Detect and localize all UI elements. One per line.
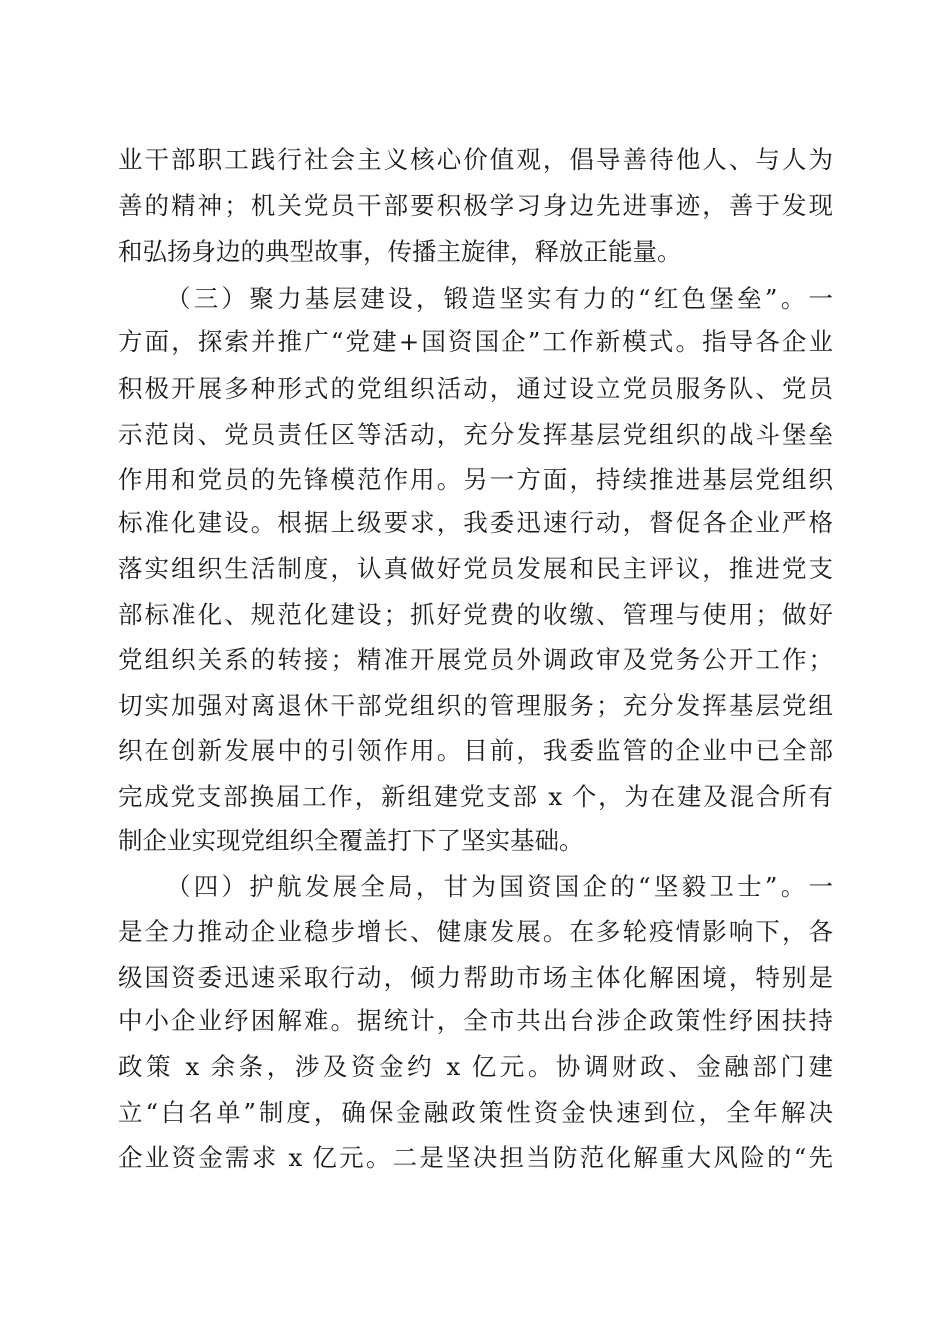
body-text-line: 级国资委迅速采取行动，倾力帮助市场主体化解困境，特别是 xyxy=(118,963,833,992)
body-text-line: 中小企业纾困解难。据统计，全市共出台涉企政策性纾困扶持 xyxy=(118,1006,833,1035)
body-text-line: 善的精神；机关党员干部要积极学习身边先进事迹，善于发现 xyxy=(118,191,833,220)
body-text-line: 党组织关系的转接；精准开展党员外调政审及党务公开工作； xyxy=(118,645,833,674)
body-text-line: 政策 x 余条，涉及资金约 x 亿元。协调财政、金融部门建 xyxy=(118,1052,833,1081)
body-text-line: 切实加强对离退休干部党组织的管理服务；充分发挥基层党组 xyxy=(118,691,833,720)
body-text-line: 是全力推动企业稳步增长、健康发展。在多轮疫情影响下，各 xyxy=(118,917,833,946)
section-heading-4: （四）护航发展全局，甘为国资国企的“坚毅卫士”。一 xyxy=(166,872,833,901)
body-text-line: 作用和党员的先锋模范作用。另一方面，持续推进基层党组织 xyxy=(118,465,833,494)
body-text-line: 和弘扬身边的典型故事，传播主旋律，释放正能量。 xyxy=(118,237,682,266)
body-text-line: 示范岗、党员责任区等活动，充分发挥基层党组织的战斗堡垒 xyxy=(118,420,833,449)
body-text-line: 积极开展多种形式的党组织活动，通过设立党员服务队、党员 xyxy=(118,374,833,403)
section-heading-3: （三）聚力基层建设，锻造坚实有力的“红色堡垒”。一 xyxy=(166,284,833,313)
body-text-line: 部标准化、规范化建设；抓好党费的收缴、管理与使用；做好 xyxy=(118,600,833,629)
body-text-line: 方面，探索并推广“党建+国资国企”工作新模式。指导各企业 xyxy=(118,327,833,356)
body-text-line: 立“白名单”制度，确保金融政策性资金快速到位，全年解决 xyxy=(118,1098,833,1127)
body-text-line: 业干部职工践行社会主义核心价值观，倡导善待他人、与人为 xyxy=(118,145,833,174)
body-text-line: 制企业实现党组织全覆盖打下了坚实基础。 xyxy=(118,826,584,855)
body-text-line: 完成党支部换届工作，新组建党支部 x 个，为在建及混合所有 xyxy=(118,782,833,811)
body-text-line: 标准化建设。根据上级要求，我委迅速行动，督促各企业严格 xyxy=(118,508,833,537)
body-text-line: 企业资金需求 x 亿元。二是坚决担当防范化解重大风险的“先 xyxy=(118,1143,833,1172)
body-text-line: 织在创新发展中的引领作用。目前，我委监管的企业中已全部 xyxy=(118,736,833,765)
body-text-line: 落实组织生活制度，认真做好党员发展和民主评议，推进党支 xyxy=(118,554,833,583)
